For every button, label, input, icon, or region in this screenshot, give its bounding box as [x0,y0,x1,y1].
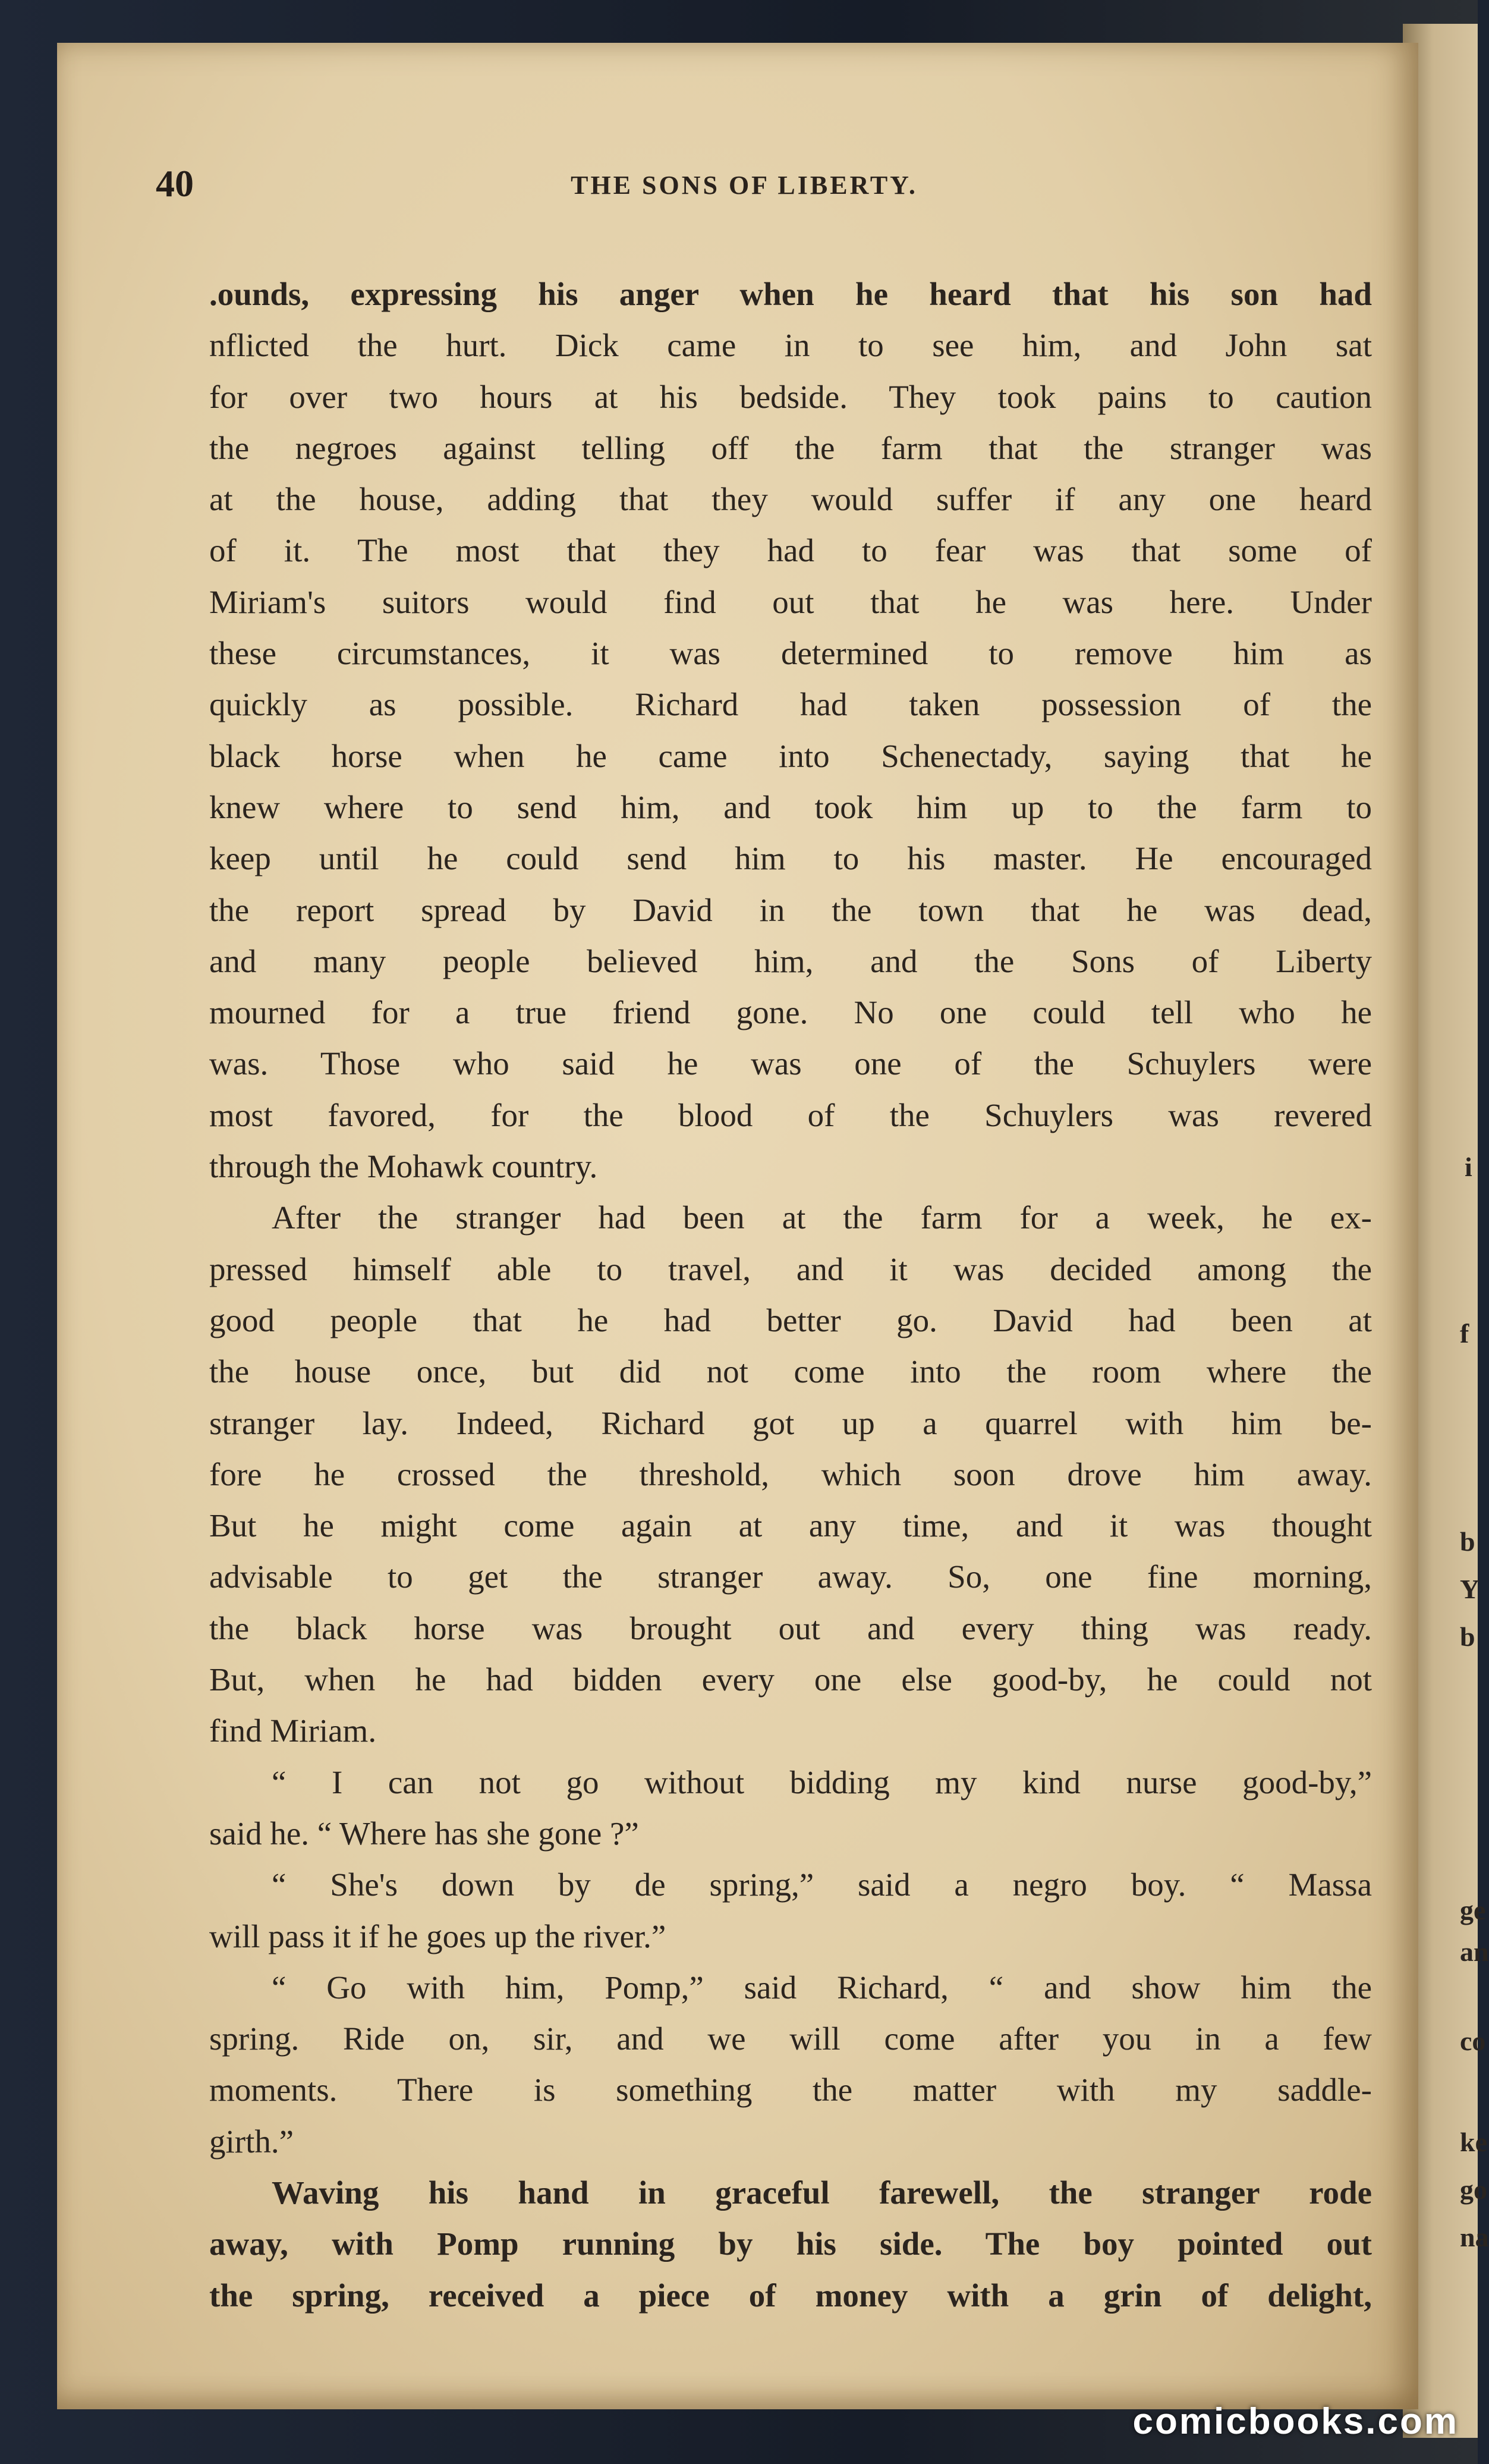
text-line: will pass it if he goes up the river.” [209,1918,666,1954]
text-line: keep until he could send him to his master. He encouraged [209,840,1372,877]
text-line: the black horse was brought out and every thing was ready. [209,1610,1372,1646]
body-text [209,269,1372,2321]
text-line: black horse when he came into Schenectady, saying that he [209,737,1372,774]
text-line: pressed himself able to travel, and it was decided among the [209,1250,1372,1287]
text-line: “ I can not go without bidding my kind nurse good-by,” [272,1764,1372,1800]
text-line: was. Those who said he was one of the Schuylers were [209,1045,1372,1082]
text-line: of it. The most that they had to fear was that some of [209,532,1372,569]
text-line: the house once, but did not come into the room where the [209,1353,1372,1390]
adjacent-page-fragment: ge [1460,1895,1486,1925]
text-line: mourned for a true friend gone. No one could tell who he [209,994,1372,1031]
text-line: moments. There is something the matter with my saddle- [209,2072,1372,2108]
text-line: “ Go with him, Pomp,” said Richard, “ and show him the [272,1969,1372,2006]
text-line: the negroes against telling off the farm that the stranger was [209,429,1372,466]
text-line: Waving his hand in graceful farewell, the stranger rode [272,2174,1372,2211]
text-line: these circumstances, it was determined to remove him as [209,635,1372,672]
adjacent-page-fragment: b [1460,1526,1475,1557]
text-line: spring. Ride on, sir, and we will come after you in a few [209,2020,1372,2057]
text-line: through the Mohawk country. [209,1148,598,1185]
adjacent-page-fragment: na [1460,2222,1489,2252]
text-line: But he might come again at any time, and it was thought [209,1507,1372,1544]
text-line: After the stranger had been at the farm for a week, he ex- [272,1199,1372,1236]
running-title: THE SONS OF LIBERTY. [571,171,918,200]
adjacent-page-fragment: Y [1460,1574,1480,1604]
text-line: the spring, received a piece of money with a grin of delight, [209,2277,1372,2314]
text-line: said he. “ Where has she gone ?” [209,1815,639,1852]
text-line: fore he crossed the threshold, which soon drove him away. [209,1456,1372,1492]
text-line: .ounds, expressing his anger when he heard that his son had [209,276,1372,312]
adjacent-page-fragment: i [1465,1152,1472,1182]
adjacent-page-fragment: an [1460,1937,1489,1967]
text-line: at the house, adding that they would suffer if any one heard [209,481,1372,518]
text-line: the report spread by David in the town that he was dead, [209,891,1372,928]
text-line: stranger lay. Indeed, Richard got up a quarrel with him be- [209,1404,1372,1441]
site-watermark: comicbooks.com [1132,2401,1459,2442]
text-line: away, with Pomp running by his side. The boy pointed out [209,2226,1372,2262]
page-header [156,162,1333,215]
text-line: But, when he had bidden every one else good-by, he could not [209,1661,1372,1698]
adjacent-page-fragment: ke [1460,2127,1487,2157]
adjacent-page-fragment: b [1460,1621,1475,1652]
adjacent-page-fragment: go [1460,2174,1487,2205]
text-line: good people that he had better go. David had been at [209,1302,1372,1338]
text-line: quickly as possible. Richard had taken possession of the [209,686,1372,723]
text-line: girth.” [209,2123,294,2160]
text-line: nflicted the hurt. Dick came in to see him, and John sat [209,327,1372,364]
text-line: Miriam's suitors would find out that he was here. Under [209,583,1372,620]
page-number: 40 [156,162,194,205]
text-line: for over two hours at his bedside. They took pains to caution [209,378,1372,415]
text-line: and many people believed him, and the Sons of Liberty [209,942,1372,979]
text-line: knew where to send him, and took him up to the farm to [209,788,1372,825]
text-line: “ She's down by de spring,” said a negro boy. “ Massa [272,1866,1372,1903]
adjacent-page-fragment: co [1460,2026,1486,2056]
text-line: find Miriam. [209,1712,377,1749]
text-line: advisable to get the stranger away. So, one fine morning, [209,1558,1372,1595]
text-line: most favored, for the blood of the Schuylers was revered [209,1096,1372,1133]
adjacent-page-fragment: f [1460,1318,1469,1349]
